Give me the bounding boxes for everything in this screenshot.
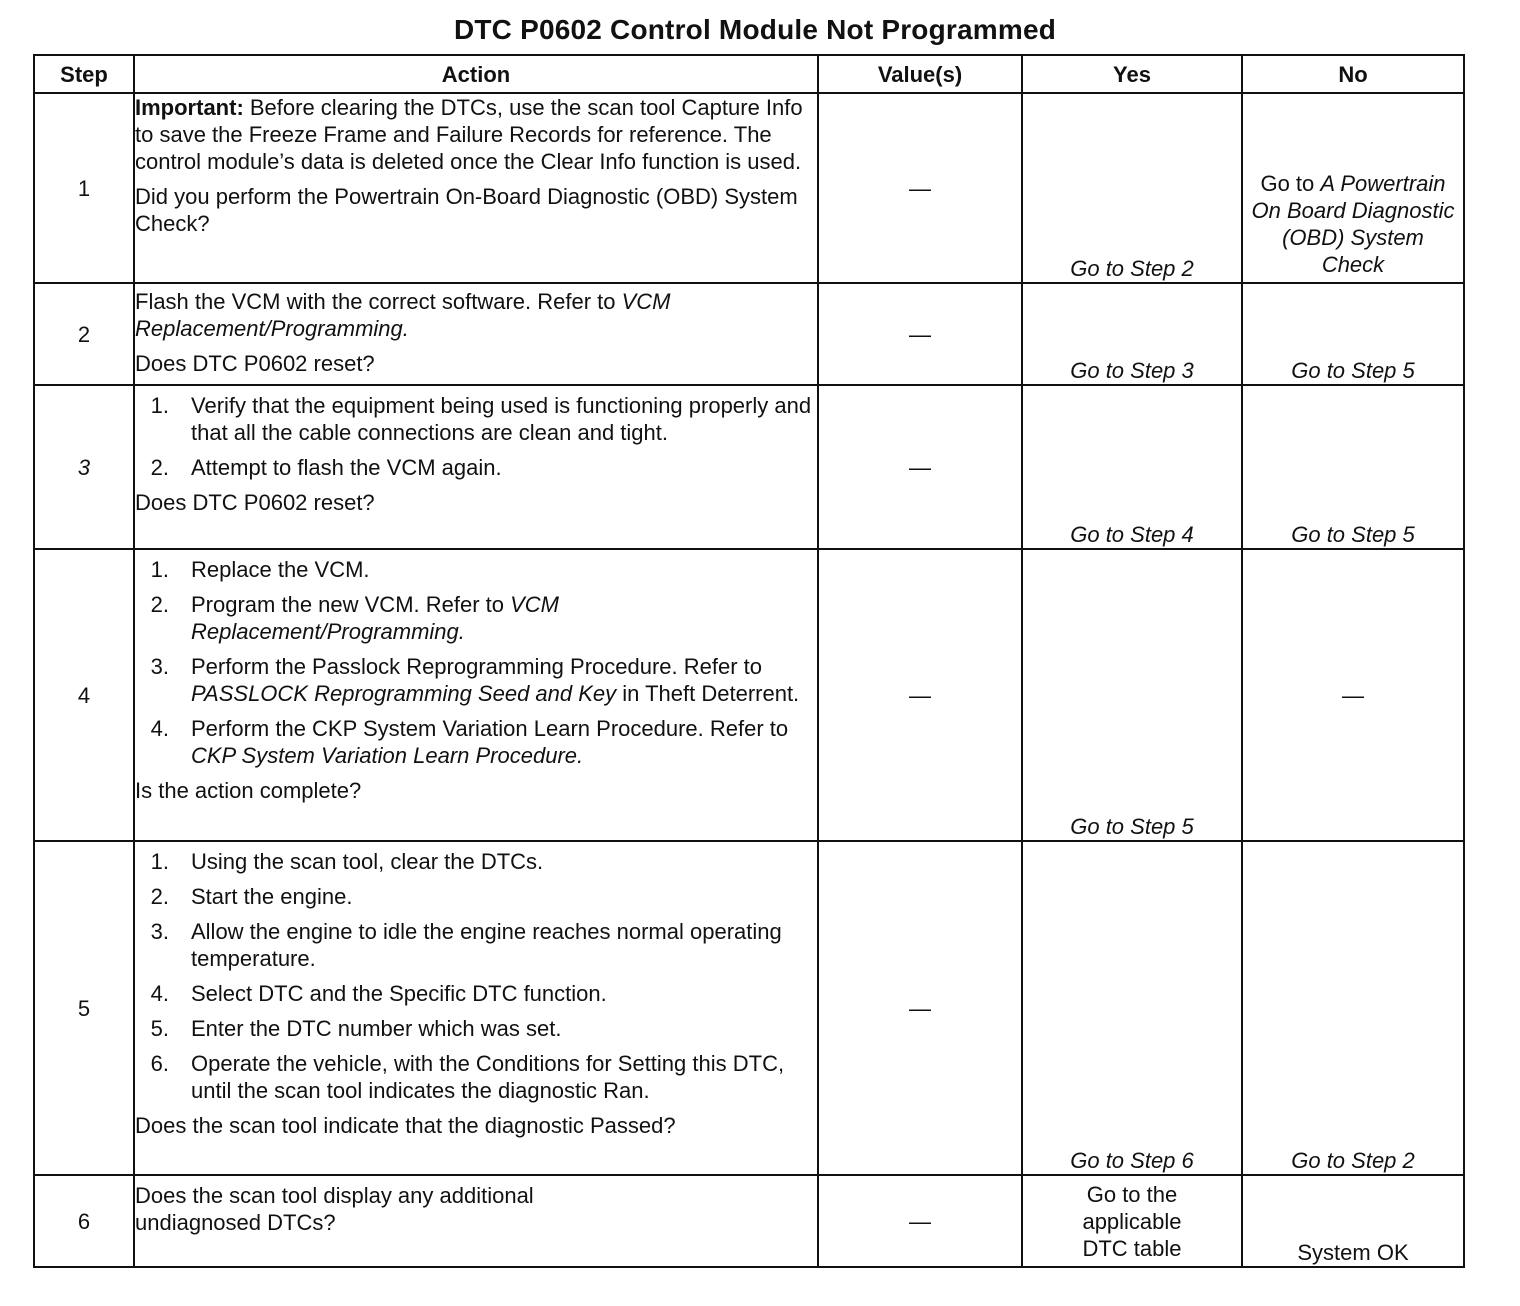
item-text: Allow the engine to idle the engine reaches normal operating temperature. — [191, 919, 782, 971]
header-no: No — [1242, 55, 1464, 93]
item-text: Start the engine. — [191, 884, 353, 909]
item-number: 1. — [150, 393, 169, 418]
list-item — [135, 653, 817, 707]
action-cell — [134, 549, 818, 841]
action-cell — [134, 283, 818, 385]
value-cell: — — [818, 385, 1022, 549]
item-number: 5. — [150, 1016, 169, 1041]
procedure-list — [135, 848, 817, 1104]
table-row — [34, 549, 1464, 841]
value-cell: — — [818, 1175, 1022, 1267]
step-number: 2 — [34, 283, 134, 385]
item-number: 1. — [150, 557, 169, 582]
list-item — [135, 980, 817, 1007]
no-prefix: Go to — [1260, 171, 1321, 196]
list-item — [135, 454, 817, 481]
item-text: Attempt to flash the VCM again. — [191, 455, 502, 480]
item-text — [191, 591, 817, 645]
header-action: Action — [134, 55, 818, 93]
header-yes: Yes — [1022, 55, 1242, 93]
no-result: System OK — [1242, 1175, 1464, 1267]
reference-link[interactable]: PASSLOCK Reprogramming Seed and Key — [191, 681, 617, 706]
reference-link[interactable]: VCM Replacement/Programming. — [135, 289, 671, 341]
page-title: DTC P0602 Control Module Not Programmed — [453, 14, 1057, 45]
list-item — [135, 883, 817, 910]
item-text: Enter the DTC number which was set. — [191, 1016, 562, 1041]
no-link[interactable]: Go to Step 5 — [1242, 385, 1464, 549]
item-number: 2. — [150, 592, 169, 617]
diagnostic-table — [33, 54, 1465, 1268]
item-instruction: Replace the VCM. — [191, 557, 370, 582]
value-cell: — — [818, 283, 1022, 385]
header-values: Value(s) — [818, 55, 1022, 93]
list-item — [135, 556, 817, 583]
yes-link[interactable]: Go to Step 5 — [1022, 549, 1242, 841]
table-row — [34, 385, 1464, 549]
important-note — [135, 94, 817, 175]
action-cell — [134, 93, 818, 283]
table-row — [34, 841, 1464, 1175]
step-number: 1 — [34, 93, 134, 283]
action-question: Does the scan tool display any additional undiagnosed DTCs? — [135, 1183, 534, 1235]
important-label: Important: — [135, 95, 244, 120]
step-number: 3 — [34, 385, 134, 549]
item-number: 3. — [150, 654, 169, 679]
yes-link[interactable]: Go to Step 6 — [1022, 841, 1242, 1175]
action-cell — [134, 385, 818, 549]
action-question: Does DTC P0602 reset? — [135, 490, 375, 515]
item-number: 2. — [150, 884, 169, 909]
list-item — [135, 918, 817, 972]
item-number: 6. — [150, 1051, 169, 1076]
no-link[interactable]: Go to Step 5 — [1242, 283, 1464, 385]
list-item — [135, 1050, 817, 1104]
item-number: 2. — [150, 455, 169, 480]
item-instruction: Program the new VCM. Refer to — [191, 592, 511, 617]
item-number: 4. — [150, 716, 169, 741]
action-question: Does DTC P0602 reset? — [135, 351, 375, 376]
reference-link[interactable]: CKP System Variation Learn Procedure. — [191, 743, 584, 768]
step-number: 6 — [34, 1175, 134, 1267]
yes-link[interactable]: Go to Step 4 — [1022, 385, 1242, 549]
reference-link[interactable]: VCM Replacement/Programming. — [191, 592, 560, 644]
action-instruction: Flash the VCM with the correct software. Refer to — [135, 289, 622, 314]
item-number: 4. — [150, 981, 169, 1006]
no-link[interactable]: A Powertrain On Board Diagnostic (OBD) System Check — [1251, 171, 1455, 277]
table-header-row — [34, 55, 1464, 93]
item-text: Using the scan tool, clear the DTCs. — [191, 849, 544, 874]
step-number: 5 — [34, 841, 134, 1175]
procedure-list — [135, 556, 817, 769]
yes-link[interactable]: Go to Step 3 — [1022, 283, 1242, 385]
list-item — [135, 848, 817, 875]
value-cell: — — [818, 93, 1022, 283]
header-step: Step — [34, 55, 134, 93]
value-cell: — — [818, 841, 1022, 1175]
action-cell — [134, 841, 818, 1175]
no-cell: — — [1242, 549, 1464, 841]
table-row — [34, 1175, 1464, 1267]
item-text — [191, 556, 817, 583]
list-item — [135, 591, 817, 645]
yes-link[interactable]: Go to Step 2 — [1022, 93, 1242, 283]
item-text: Select DTC and the Specific DTC function. — [191, 981, 607, 1006]
item-instruction: Perform the Passlock Reprogramming Procedure. Refer to — [191, 654, 763, 679]
item-text — [191, 653, 817, 707]
action-question: Is the action complete? — [135, 778, 362, 803]
list-item — [135, 392, 817, 446]
item-text: Verify that the equipment being used is functioning properly and that all the cable connections are clean and tight. — [191, 393, 812, 445]
no-cell — [1242, 93, 1464, 283]
procedure-list — [135, 392, 817, 481]
list-item — [135, 1015, 817, 1042]
item-suffix: in Theft Deterrent. — [616, 681, 800, 706]
item-instruction: Perform the CKP System Variation Learn Procedure. Refer to — [191, 716, 789, 741]
no-link[interactable]: Go to Step 2 — [1242, 841, 1464, 1175]
action-text — [135, 288, 817, 342]
list-item — [135, 715, 817, 769]
action-question: Did you perform the Powertrain On-Board Diagnostic (OBD) System Check? — [135, 184, 798, 236]
value-cell: — — [818, 549, 1022, 841]
step-number: 4 — [34, 549, 134, 841]
yes-result: Go to the applicable DTC table — [1022, 1175, 1242, 1267]
action-cell — [134, 1175, 818, 1267]
item-number: 1. — [150, 849, 169, 874]
important-text: Before clearing the DTCs, use the scan tool Capture Info to save the Freeze Frame and Failure Records for reference. The control module’s data is deleted once the Clear Info function is used. — [135, 95, 803, 174]
action-question: Does the scan tool indicate that the diagnostic Passed? — [135, 1113, 676, 1138]
item-text: Operate the vehicle, with the Conditions for Setting this DTC, until the scan tool indicates the diagnostic Ran. — [191, 1051, 785, 1103]
item-text — [191, 715, 817, 769]
item-number: 3. — [150, 919, 169, 944]
table-row — [34, 93, 1464, 283]
table-row — [34, 283, 1464, 385]
